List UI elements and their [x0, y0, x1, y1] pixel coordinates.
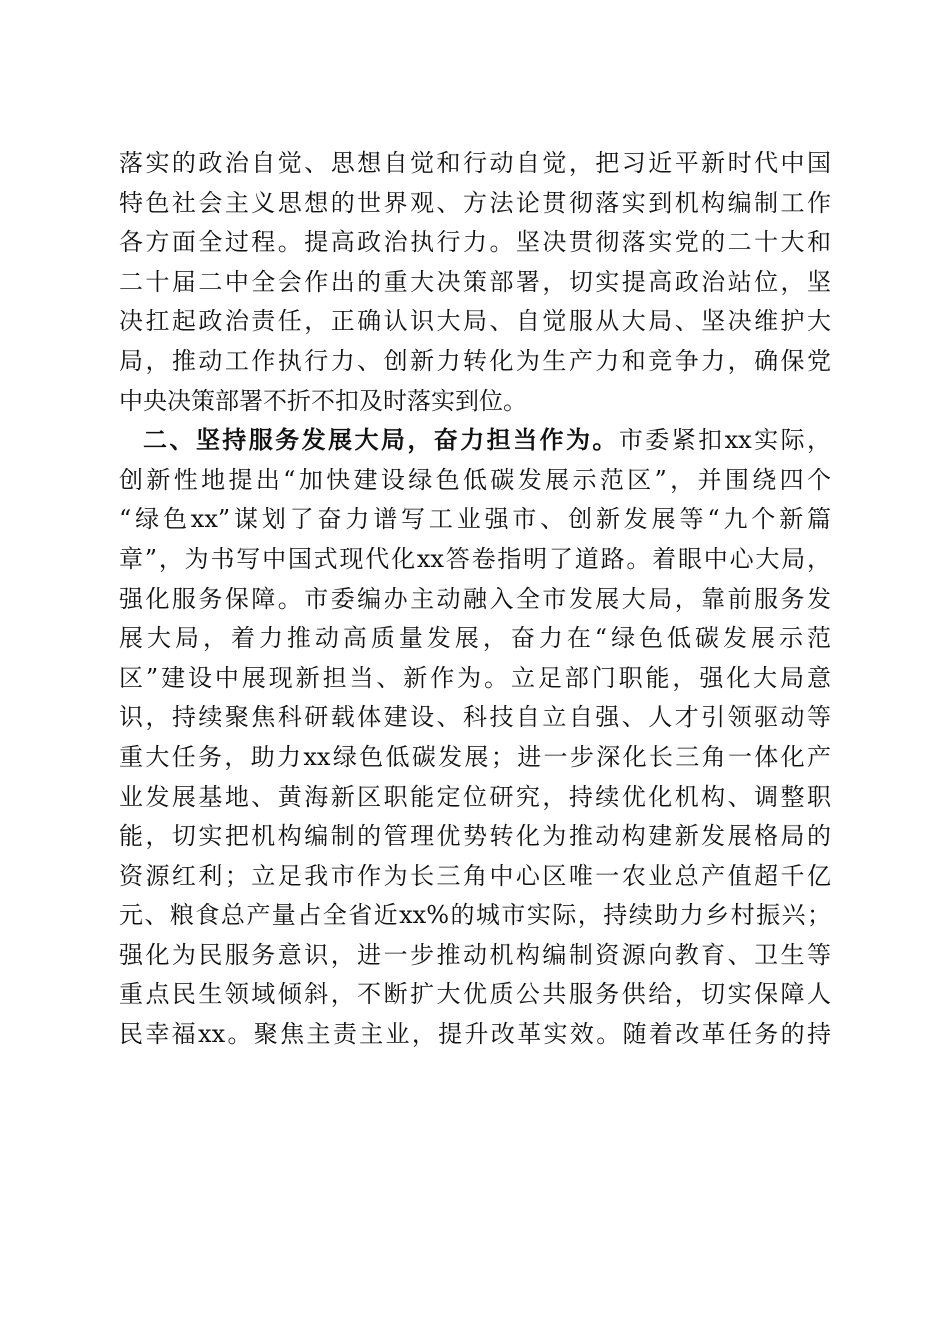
text-line: 民幸福xx。聚焦主责主业，提升改革实效。随着改革任务的持	[119, 1020, 831, 1049]
text-line: 业发展基地、黄海新区职能定位研究，持续优化机构、调整职	[119, 782, 831, 811]
text-line: 中央决策部署不折不扣及时落实到位。	[119, 386, 527, 415]
text-line: 重点民生领域倾斜，不断扩大优质公共服务供给，切实保障人	[119, 980, 831, 1009]
text-line: 二十届二中全会作出的重大决策部署，切实提高政治站位，坚	[119, 267, 831, 296]
text-line: 重大任务，助力xx绿色低碳发展；进一步深化长三角一体化产	[119, 742, 831, 771]
text-line: 强化为民服务意识，进一步推动机构编制资源向教育、卫生等	[119, 940, 831, 969]
text-line: 元、粮食总产量占全省近xx%的城市实际，持续助力乡村振兴；	[119, 901, 831, 930]
text-line: 展大局，着力推动高质量发展，奋力在“绿色低碳发展示范	[119, 624, 831, 653]
text-line: 局，推动工作执行力、创新力转化为生产力和竞争力，确保党	[119, 346, 831, 375]
text-line: 创新性地提出“加快建设绿色低碳发展示范区”，并围绕四个	[119, 465, 831, 494]
text-line: 各方面全过程。提高政治执行力。坚决贯彻落实党的二十大和	[119, 228, 831, 257]
text-line: 落实的政治自觉、思想自觉和行动自觉，把习近平新时代中国	[119, 149, 831, 177]
text-line: 区”建设中展现新担当、新作为。立足部门职能，强化大局意	[119, 663, 831, 692]
paragraph-1	[119, 144, 831, 421]
text-line: 强化服务保障。市委编办主动融入全市发展大局，靠前服务发	[119, 584, 831, 613]
text-line: 能，切实把机构编制的管理优势转化为推动构建新发展格局的	[119, 822, 831, 851]
document-body	[119, 144, 831, 1055]
text-line: “绿色xx”谋划了奋力谱写工业强市、创新发展等“九个新篇	[119, 505, 831, 534]
text-line: 特色社会主义思想的世界观、方法论贯彻落实到机构编制工作	[119, 188, 831, 217]
text-line: 识，持续聚焦科研载体建设、科技自立自强、人才引领驱动等	[119, 703, 831, 732]
heading-line	[119, 421, 831, 461]
text-line: 决扛起政治责任，正确认识大局、自觉服从大局、坚决维护大	[119, 307, 831, 336]
text-line: 资源红利；立足我市作为长三角中心区唯一农业总产值超千亿	[119, 861, 831, 890]
text-line: 章”，为书写中国式现代化xx答卷指明了道路。着眼中心大局，	[119, 544, 831, 573]
paragraph-2	[119, 421, 831, 1055]
heading-line-rest: 市委紧扣xx实际，	[618, 426, 831, 455]
section-heading: 二、坚持服务发展大局，奋力担当作为。	[143, 426, 619, 455]
